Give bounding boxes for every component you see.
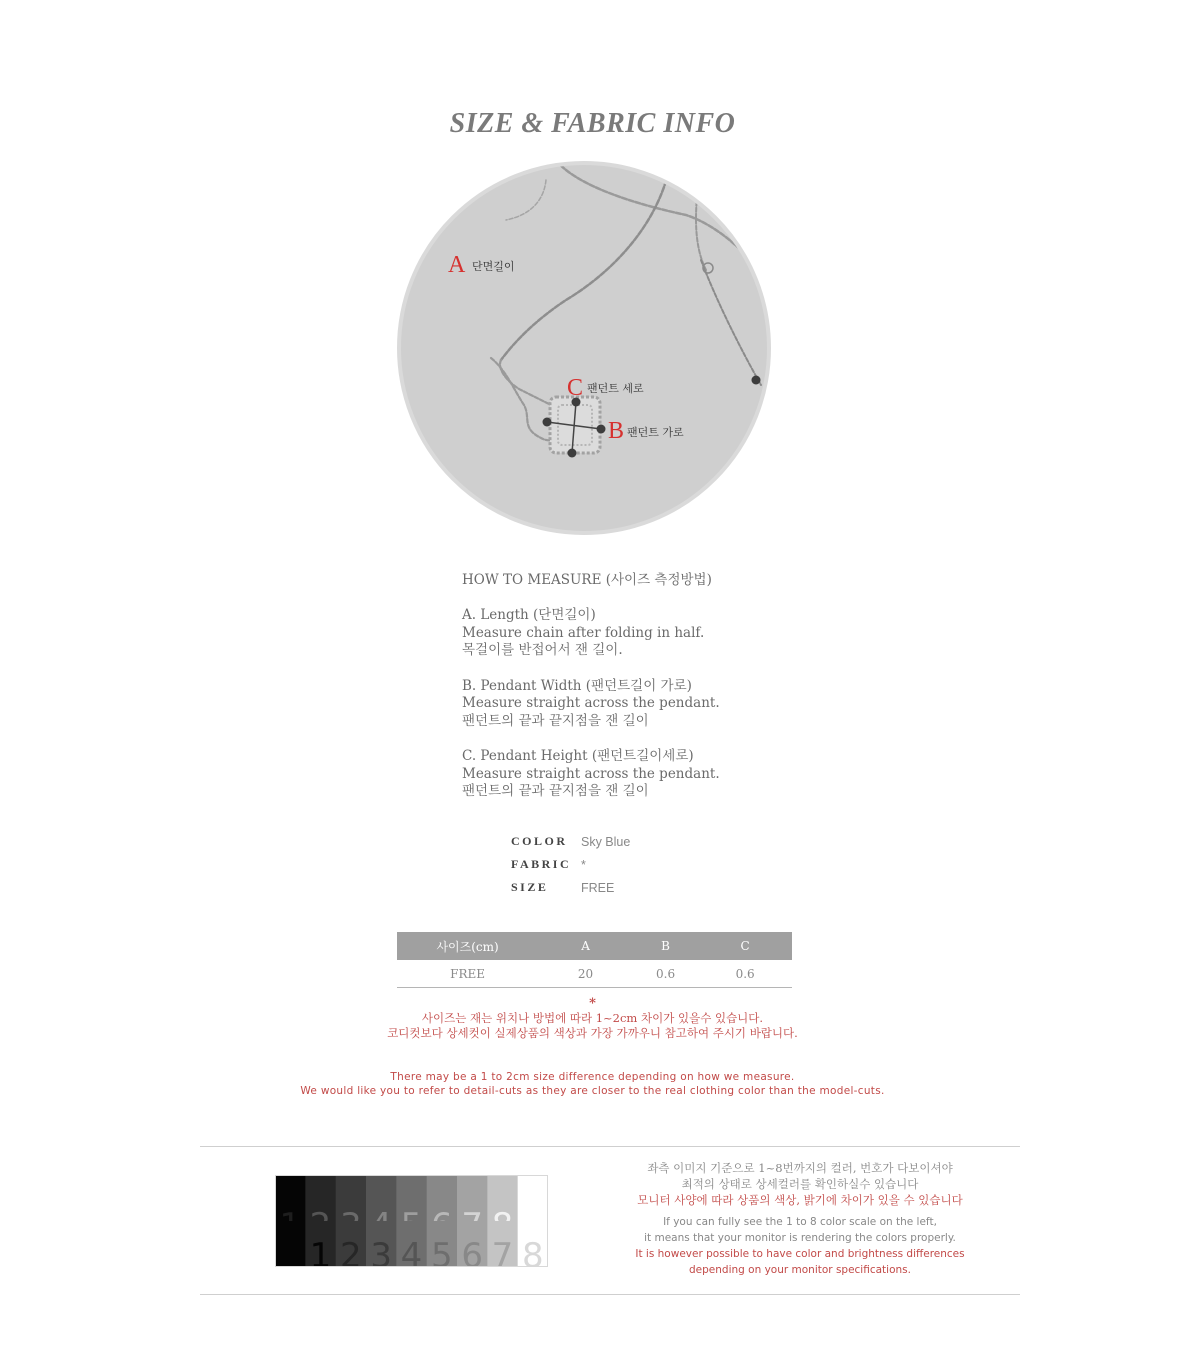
label-a-letter: A: [448, 252, 466, 278]
cell-a: 20: [538, 960, 633, 988]
spec-color-label: COLOR: [511, 834, 568, 848]
scale-number-bottom: 1: [309, 1236, 332, 1267]
color-scale-bottom-row: [275, 1221, 548, 1267]
cell-b: 0.6: [633, 960, 698, 988]
label-c-letter: C: [567, 375, 584, 401]
monitor-en-line2: it means that your monitor is rendering the colors properly.: [644, 1232, 956, 1244]
header-a: A: [538, 932, 633, 960]
header-c: C: [698, 932, 792, 960]
notes-ko-line1: 사이즈는 재는 위치나 방법에 따라 1~2cm 차이가 있을수 있습니다.: [421, 1011, 764, 1025]
size-notes: [0, 996, 1185, 1041]
notes-asterisk: *: [589, 996, 596, 1011]
spec-color: [511, 830, 630, 853]
spec-size-value: FREE: [581, 880, 615, 895]
measure-b-ko: 팬던트의 끝과 끝지점을 잰 길이: [462, 712, 649, 729]
measure-c-ko: 팬던트의 끝과 끝지점을 잰 길이: [462, 783, 649, 800]
size-table-header: [397, 932, 792, 960]
point-b-left: [543, 418, 552, 427]
how-to-measure: [462, 572, 822, 818]
cell-size: FREE: [397, 960, 538, 988]
spec-fabric-value: *: [581, 857, 586, 872]
scale-number-bottom: 7: [491, 1236, 514, 1267]
measure-c-en: Measure straight across the pendant.: [462, 765, 720, 782]
scale-number-bottom: 4: [400, 1236, 423, 1267]
page-title: SIZE & FABRIC INFO: [449, 108, 736, 139]
monitor-en-line4: depending on your monitor specifications.: [689, 1264, 911, 1276]
monitor-ko-line3: 모니터 사양에 따라 상품의 색상, 밝기에 차이가 있을 수 있습니다: [637, 1193, 963, 1207]
spec-size: [511, 876, 630, 899]
divider-top: [200, 1146, 1020, 1147]
color-scale: [275, 1175, 548, 1267]
measure-a: [462, 607, 822, 660]
point-c-bottom: [568, 449, 577, 458]
monitor-ko-line1: 좌측 이미지 기준으로 1~8번까지의 컬러, 번호가 다보이셔야: [647, 1161, 953, 1175]
divider-bottom: [200, 1294, 1020, 1295]
header-size: 사이즈(cm): [397, 932, 538, 960]
label-c-text: 팬던트 세로: [587, 382, 644, 395]
measure-c: [462, 748, 822, 801]
product-diagram: [396, 160, 772, 536]
scale-number-bottom: 8: [522, 1236, 544, 1267]
measure-a-en: Measure chain after folding in half.: [462, 624, 705, 641]
notes-en-line1: There may be a 1 to 2cm size difference depending on how we measure.: [390, 1071, 795, 1083]
swatch-top-cell: [518, 1175, 548, 1221]
size-table: [397, 932, 792, 988]
measure-a-title: A. Length (단면길이): [462, 607, 596, 624]
label-b-text: 팬던트 가로: [627, 426, 684, 439]
scale-number-bottom: 5: [431, 1236, 453, 1267]
table-row: [397, 960, 792, 988]
measure-c-title: C. Pendant Height (팬던트길이세로): [462, 747, 694, 764]
measure-a-ko: 목걸이를 반접어서 잰 길이.: [462, 642, 623, 659]
scale-number-bottom: 3: [370, 1236, 392, 1267]
spec-fabric-label: FABRIC: [511, 857, 572, 871]
scale-number-bottom: 6: [461, 1236, 483, 1267]
measure-heading: HOW TO MEASURE (사이즈 측정방법): [462, 572, 712, 588]
scale-number-bottom: 2: [340, 1236, 362, 1267]
cell-c: 0.6: [698, 960, 792, 988]
monitor-en-line3: It is however possible to have color and brightness differences: [635, 1248, 965, 1260]
point-a-end: [752, 376, 761, 385]
header-b: B: [633, 932, 698, 960]
measure-b: [462, 678, 822, 731]
monitor-en-line1: If you can fully see the 1 to 8 color scale on the left,: [663, 1216, 937, 1228]
measure-b-en: Measure straight across the pendant.: [462, 695, 720, 712]
measure-b-title: B. Pendant Width (팬던트길이 가로): [462, 677, 692, 694]
spec-size-label: SIZE: [511, 880, 549, 894]
size-notes-en: [0, 1070, 1185, 1098]
notes-en-line2: We would like you to refer to detail-cuts as they are closer to the real clothing color than the model-cuts.: [300, 1085, 885, 1097]
spec-fabric: [511, 853, 630, 876]
notes-ko-line2: 코디컷보다 상세컷이 실제상품의 색상과 가장 가까우니 참고하여 주시기 바랍니다.: [387, 1026, 798, 1040]
swatch-bottom-cell: [275, 1221, 306, 1267]
label-a-text: 단면길이: [472, 260, 515, 273]
monitor-info: [600, 1160, 1000, 1278]
spec-color-value: Sky Blue: [581, 834, 631, 849]
spec-list: [511, 830, 630, 899]
monitor-ko-line2: 최적의 상태로 상세컬러를 확인하실수 있습니다: [681, 1177, 919, 1191]
point-b-right: [597, 425, 606, 434]
label-b-letter: B: [608, 418, 625, 444]
